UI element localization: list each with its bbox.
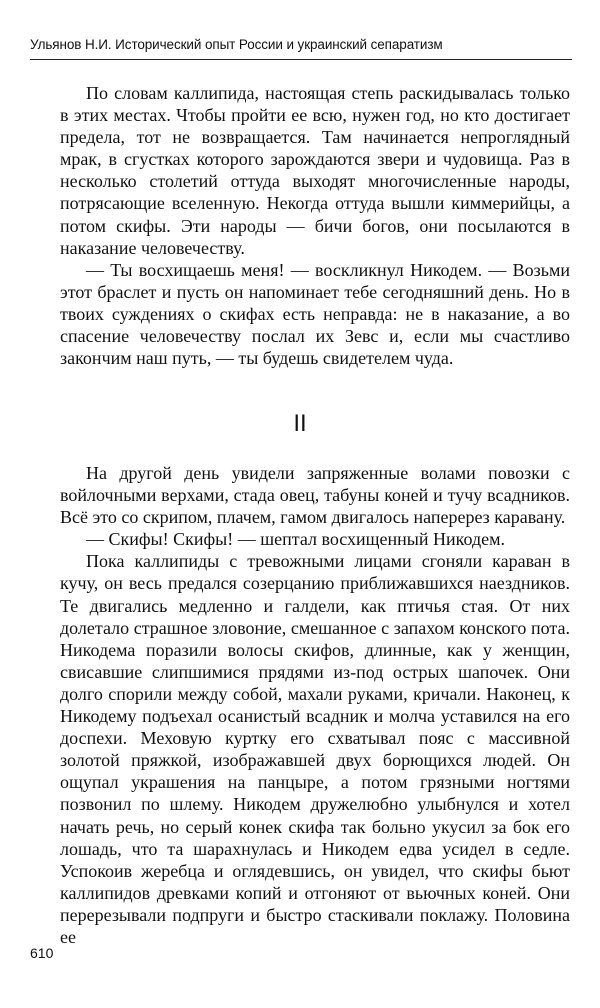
text-block-1 [60,82,570,369]
page-number: 610 [30,945,54,961]
paragraph: На другой день увидели запряженные волами повозки с войлочными верхами, стада овец, табуны коней и тучу всадников. Всё это со скрипом, плачем, гамом двигалось наперерез каравану. [60,463,570,528]
chapter-number: II [293,410,307,437]
paragraph: — Скифы! Скифы! — шептал восхищенный Никодем. [86,529,506,550]
header-rule [30,59,572,60]
text-block-2 [60,462,570,948]
running-head: Ульянов Н.И. Исторический опыт России и украинский сепаратизм [30,37,443,52]
paragraph: Пока каллипиды с тревожными лицами сгоняли караван в кучу, он весь предался созерцанию приближавшихся наездников. Те двигались медленно и галдели, как птичья стая. От них долетало страшное зловоние, смешанное с запахом конского пота. Никодема поразили волосы скифов, длинные, как у женщин, свисавшие слипшимися прядями из-под острых шапочек. Они долго спорили между собой, махали руками, кричали. Наконец, к Никодему подъехал осанистый всадник и молча уставился на его доспехи. Меховую куртку его схватывал пояс с массивной золотой пряжкой, изображавшей двух борющихся людей. Он ощупал украшения на панцыре, а потом грязными ногтями позвонил по шлему. Никодем дружелюбно улыбнулся и хотел начать речь, но серый конек скифа так больно укусил за бок его лошадь, что та шарахнулась и Никодем едва усидел в седле. Успокоив жеребца и оглядевшись, он увидел, что скифы бьют каллипидов древками копий и отгоняют от вьючных коней. Они перерезывали подпруги и быстро стаскивали поклажу. Половина ее [60,551,570,947]
paragraph: По словам каллипида, настоящая степь раскидывалась только в этих местах. Чтобы пройти ее всю, нужен год, но кто достигает предела, тот не возвращается. Там начинается непроглядный мрак, в сгустках которого зарождаются звери и чудовища. Раз в несколько столетий оттуда выходят многочисленные народы, потрясающие вселенную. Некогда оттуда вышли киммерийцы, а потом скифы. Эти народы — бичи богов, они посылаются в наказание человечеству. [60,83,570,258]
paragraph: — Ты восхищаешь меня! — воскликнул Никодем. — Возьми этот браслет и пусть он напоминает тебе сегодняшний день. Но в твоих суждениях о скифах есть неправда: не в наказание, а во спасение человечеству послал их Зевс и, если мы счастливо закончим наш путь, — ты будешь свидетелем чуда. [60,259,570,369]
